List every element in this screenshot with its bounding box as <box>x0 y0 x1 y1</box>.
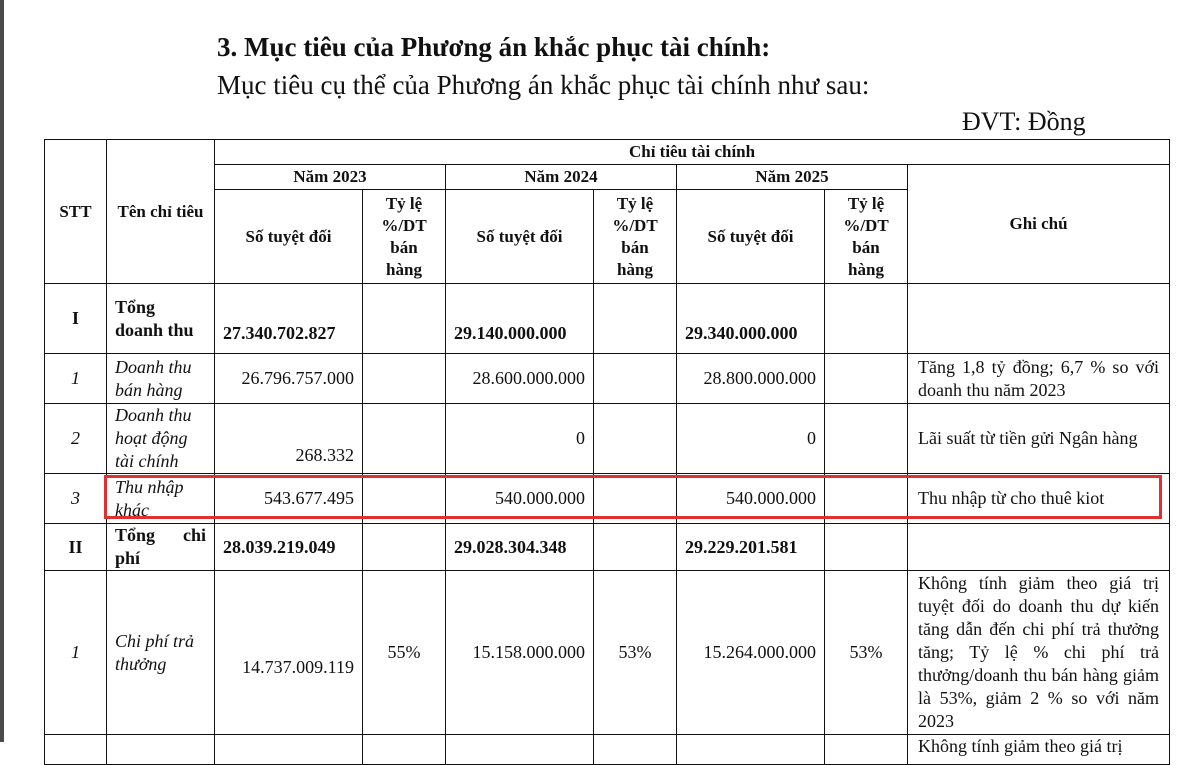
cell-ratio-2024 <box>594 404 677 474</box>
cell-ratio-2023 <box>363 524 446 571</box>
cell-ratio-2025 <box>825 474 908 524</box>
cell-ratio-2023 <box>363 284 446 354</box>
cell-value-2023: 543.677.495 <box>215 474 363 524</box>
header-group: Chỉ tiêu tài chính <box>215 140 1170 165</box>
unit-label: ĐVT: Đồng <box>962 107 1086 136</box>
cell-stt: 3 <box>45 474 107 524</box>
cell-value-2024 <box>446 735 594 765</box>
cell-value-2023: 28.039.219.049 <box>215 524 363 571</box>
cell-ratio-2024 <box>594 354 677 404</box>
cell-note <box>908 524 1170 571</box>
header-absolute-2025: Số tuyệt đối <box>677 190 825 284</box>
table-row <box>45 284 1170 354</box>
cell-value-2025: 29.340.000.000 <box>677 284 825 354</box>
cell-stt: 1 <box>45 571 107 735</box>
cell-stt: II <box>45 524 107 571</box>
table-row <box>45 571 1170 735</box>
cell-value-2023 <box>215 735 363 765</box>
cell-ratio-2025 <box>825 354 908 404</box>
cell-value-2024: 29.140.000.000 <box>446 284 594 354</box>
cell-value-2024: 15.158.000.000 <box>446 571 594 735</box>
header-absolute-2024: Số tuyệt đối <box>446 190 594 284</box>
header-absolute-2023: Số tuyệt đối <box>215 190 363 284</box>
cell-name: Tổng chi phí <box>107 524 215 571</box>
cell-ratio-2024 <box>594 474 677 524</box>
table-row <box>45 404 1170 474</box>
cell-ratio-2025: 53% <box>825 571 908 735</box>
cell-name: Doanh thu hoạt động tài chính <box>107 404 215 474</box>
cell-ratio-2023 <box>363 354 446 404</box>
table-row <box>45 354 1170 404</box>
cell-value-2023: 14.737.009.119 <box>215 571 363 735</box>
cell-note: Thu nhập từ cho thuê kiot <box>908 474 1170 524</box>
cell-ratio-2025 <box>825 404 908 474</box>
cell-stt <box>45 735 107 765</box>
cell-note: Không tính giảm theo giá trị <box>908 735 1170 765</box>
cell-value-2025 <box>677 735 825 765</box>
header-ratio-2024: Tỷ lệ %/DT bán hàng <box>594 190 677 284</box>
table-row <box>45 524 1170 571</box>
cell-ratio-2025 <box>825 735 908 765</box>
page-edge <box>0 0 4 742</box>
cell-value-2025: 15.264.000.000 <box>677 571 825 735</box>
cell-ratio-2025 <box>825 524 908 571</box>
cell-name: Thu nhập khác <box>107 474 215 524</box>
cell-value-2025: 0 <box>677 404 825 474</box>
cell-ratio-2023 <box>363 474 446 524</box>
cell-ratio-2023 <box>363 404 446 474</box>
cell-value-2023: 268.332 <box>215 404 363 474</box>
cell-stt: 1 <box>45 354 107 404</box>
header-note: Ghi chú <box>908 165 1170 284</box>
cell-value-2024: 0 <box>446 404 594 474</box>
cell-ratio-2024: 53% <box>594 571 677 735</box>
cell-value-2025: 29.229.201.581 <box>677 524 825 571</box>
cell-value-2024: 28.600.000.000 <box>446 354 594 404</box>
cell-value-2023: 26.796.757.000 <box>215 354 363 404</box>
header-stt: STT <box>45 140 107 284</box>
cell-note: Tăng 1,8 tỷ đồng; 6,7 % so với doanh thu năm 2023 <box>908 354 1170 404</box>
cell-ratio-2024 <box>594 524 677 571</box>
header-year-2025: Năm 2025 <box>677 165 908 190</box>
cell-value-2025: 28.800.000.000 <box>677 354 825 404</box>
cell-ratio-2024 <box>594 284 677 354</box>
cell-value-2023: 27.340.702.827 <box>215 284 363 354</box>
cell-value-2025: 540.000.000 <box>677 474 825 524</box>
cell-note <box>908 284 1170 354</box>
table-row-highlighted <box>45 474 1170 524</box>
header-ratio-2023: Tỷ lệ %/DT bán hàng <box>363 190 446 284</box>
cell-value-2024: 540.000.000 <box>446 474 594 524</box>
cell-note: Lãi suất từ tiền gửi Ngân hàng <box>908 404 1170 474</box>
cell-ratio-2024 <box>594 735 677 765</box>
cell-ratio-2025 <box>825 284 908 354</box>
section-heading: 3. Mục tiêu của Phương án khắc phục tài chính: <box>217 32 771 62</box>
header-year-2024: Năm 2024 <box>446 165 677 190</box>
header-name: Tên chỉ tiêu <box>107 140 215 284</box>
cell-ratio-2023 <box>363 735 446 765</box>
cell-stt: 2 <box>45 404 107 474</box>
cell-value-2024: 29.028.304.348 <box>446 524 594 571</box>
cell-ratio-2023: 55% <box>363 571 446 735</box>
table-row <box>45 735 1170 765</box>
cell-note: Không tính giảm theo giá trị tuyệt đối do doanh thu dự kiến tăng dẫn đến chi phí trả thưởng tăng; Tỷ lệ % chi phí trả thưởng/doanh thu bán hàng giảm là 53%, giảm 2 % so với năm 2023 <box>908 571 1170 735</box>
section-subheading: Mục tiêu cụ thể của Phương án khắc phục tài chính như sau: <box>217 70 870 100</box>
cell-name: Doanh thu bán hàng <box>107 354 215 404</box>
cell-stt: I <box>45 284 107 354</box>
financial-targets-table <box>44 139 1170 765</box>
cell-name: Tổng doanh thu <box>107 284 215 354</box>
header-ratio-2025: Tỷ lệ %/DT bán hàng <box>825 190 908 284</box>
cell-name <box>107 735 215 765</box>
cell-name: Chi phí trả thưởng <box>107 571 215 735</box>
header-year-2023: Năm 2023 <box>215 165 446 190</box>
